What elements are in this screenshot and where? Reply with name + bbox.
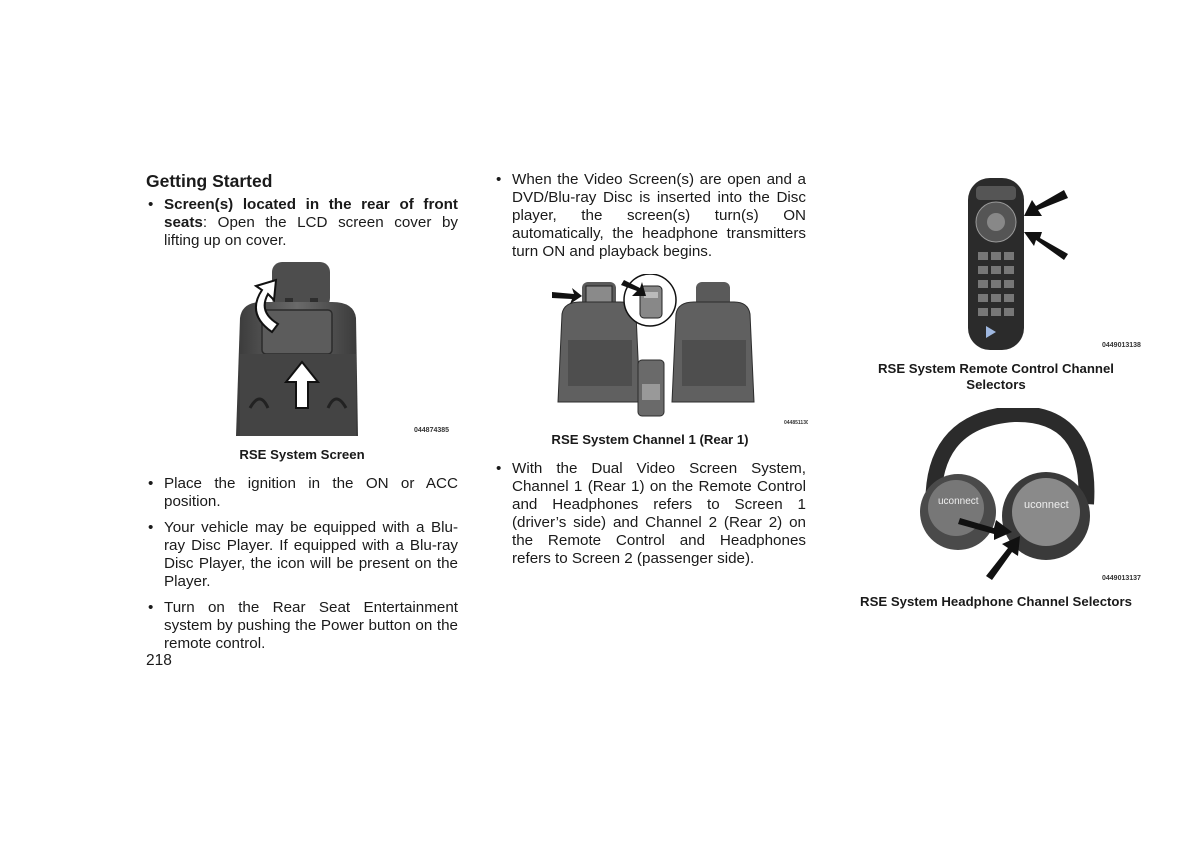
figure-code: 044851130 [784, 420, 808, 426]
list-item: • When the Video Screen(s) are open and a DVD/Blu-ray Disc is inserted into the Disc player, the screen(s) turn(s) ON automatically, the headphone transmitters turn ON and playback begins. [494, 171, 806, 261]
list-item: • Place the ignition in the ON or ACC position. [146, 475, 458, 511]
arrow-icon [1024, 190, 1068, 216]
rse-screen-figure [232, 258, 458, 440]
middle-column [494, 171, 806, 261]
headphone-figure [916, 408, 1152, 586]
arrow-icon [986, 536, 1020, 580]
left-list [146, 475, 458, 653]
middle-list [494, 460, 806, 568]
figure-caption: RSE System Headphone Channel Selectors [860, 594, 1132, 609]
figure-code: 044874385 [414, 427, 450, 434]
list-item [146, 196, 458, 250]
list-item-text: : Open the LCD screen cover by lifting up on cover. [164, 214, 458, 249]
brand-logo-text: uconnect [1024, 499, 1069, 511]
brand-logo-text: uconnect [938, 496, 979, 507]
list-item: • Your vehicle may be equipped with a Blu-ray Disc Player. If equipped with a Blu-ray Disc Player, the icon will be present on the Player. [146, 519, 458, 591]
remote-control-figure [950, 176, 1152, 354]
section-heading: Getting Started [146, 171, 273, 191]
figure-caption: RSE System Channel 1 (Rear 1) [551, 432, 749, 447]
figure-caption: RSE System Screen [239, 447, 365, 462]
rse-channel-figure [548, 274, 808, 426]
page-number: 218 [146, 652, 172, 669]
left-column [146, 172, 458, 250]
bold-term: Screen(s) located in the rear of front seats [164, 196, 458, 231]
list-item: • Turn on the Rear Seat Entertainment system by pushing the Power button on the remote control. [146, 599, 458, 653]
figure-code: 0449013137 [1102, 575, 1141, 582]
figure-caption: RSE System Remote Control Channel Selectors [878, 361, 1114, 392]
list-item: • With the Dual Video Screen System, Channel 1 (Rear 1) on the Remote Control and Headphones refers to Screen 1 (driver’s side) and Channel 2 (Rear 2) on the Remote Control and Headphones refers to Screen 2 (passenger side). [494, 460, 806, 568]
arrow-icon [1024, 232, 1068, 260]
figure-code: 0449013138 [1102, 342, 1141, 349]
